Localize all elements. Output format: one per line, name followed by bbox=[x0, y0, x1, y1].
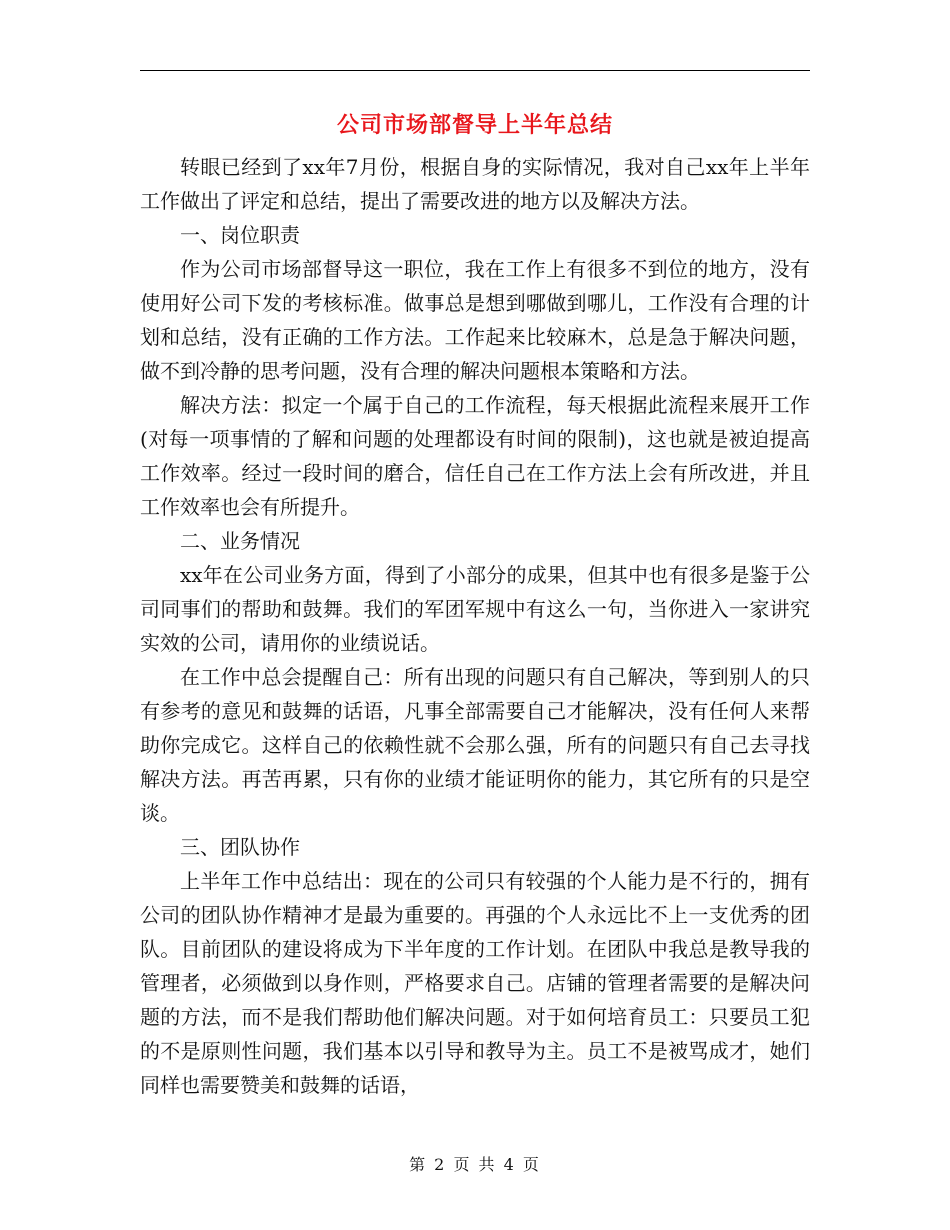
document-body bbox=[140, 150, 810, 1102]
paragraph-teamwork: 上半年工作中总结出：现在的公司只有较强的个人能力是不行的，拥有公司的团队协作精神才是最为重要的。再强的个人永远比不上一支优秀的团队。目前团队的建设将成为下半年度的工作计划。在团队中我总是教导我的管理者，必须做到以身作则，严格要求自己。店铺的管理者需要的是解决问题的方法，而不是我们帮助他们解决问题。对于如何培育员工：只要员工犯的不是原则性问题，我们基本以引导和教导为主。员工不是被骂成才，她们同样也需要赞美和鼓舞的话语， bbox=[140, 869, 810, 1097]
paragraph-business: xx年在公司业务方面，得到了小部分的成果，但其中也有很多是鉴于公司同事们的帮助和鼓舞。我们的军团军规中有这么一句，当你进入一家讲究实效的公司，请用你的业绩说话。 bbox=[140, 563, 810, 655]
intro-paragraph: 转眼已经到了xx年7月份，根据自身的实际情况，我对自己xx年上半年工作做出了评定和总结，提出了需要改进的地方以及解决方法。 bbox=[140, 155, 810, 213]
document-title: 公司市场部督导上半年总结 bbox=[336, 113, 613, 138]
section-heading-teamwork: 三、团队协作 bbox=[180, 835, 300, 859]
header-rule bbox=[140, 70, 810, 71]
paragraph-self-reminder: 在工作中总会提醒自己：所有出现的问题只有自己解决，等到别人的只有参考的意见和鼓舞的话语，凡事全部需要自己才能解决，没有任何人来帮助你完成它。这样自己的依赖性就不会那么强，所有的问题只有自己去寻找解决方法。再苦再累，只有你的业绩才能证明你的能力，其它所有的只是空谈。 bbox=[140, 665, 810, 825]
section-heading-duties: 一、岗位职责 bbox=[180, 223, 300, 247]
section-heading-business: 二、业务情况 bbox=[180, 529, 300, 553]
paragraph-duties: 作为公司市场部督导这一职位，我在工作上有很多不到位的地方，没有使用好公司下发的考核标准。做事总是想到哪做到哪儿，工作没有合理的计划和总结，没有正确的工作方法。工作起来比较麻木，总是急于解决问题，做不到冷静的思考问题，没有合理的解决问题根本策略和方法。 bbox=[140, 257, 810, 383]
paragraph-solution: 解决方法：拟定一个属于自己的工作流程，每天根据此流程来展开工作(对每一项事情的了解和问题的处理都设有时间的限制)，这也就是被迫提高工作效率。经过一段时间的磨合，信任自己在工作方法上会有所改进，并且工作效率也会有所提升。 bbox=[140, 393, 810, 519]
page-number-footer: 第 2 页 共 4 页 bbox=[409, 1155, 541, 1174]
